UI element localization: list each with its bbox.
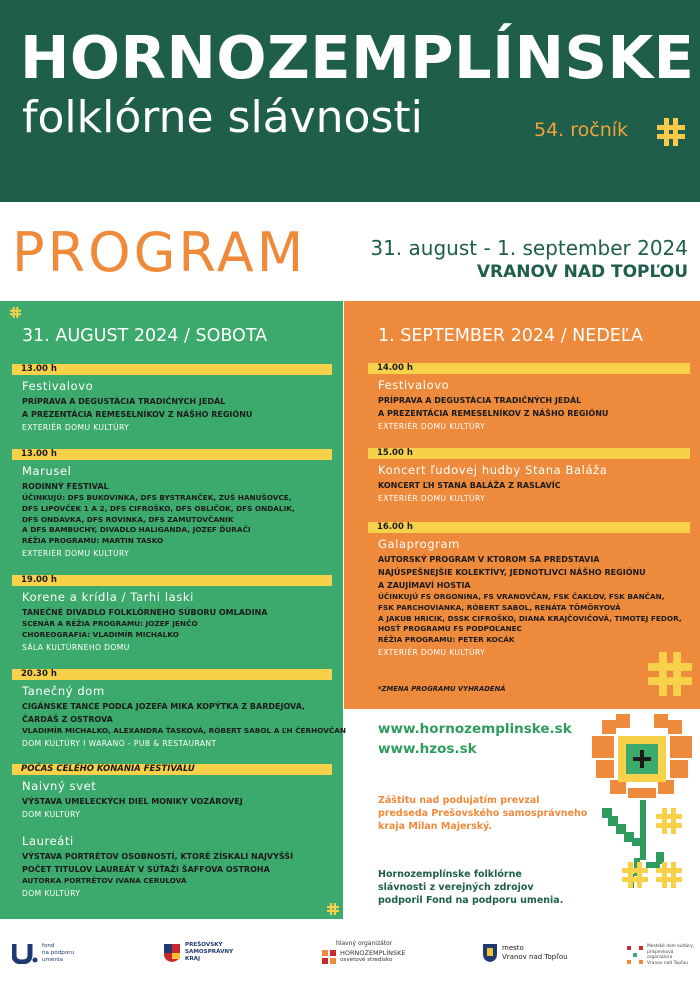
event-line: DFS ONDAVKA, DFS ROVINKA, DFS ZAMUTOVČANIK xyxy=(22,514,234,524)
logo-text: príspevková organizácia xyxy=(646,949,674,961)
event-line: AUTORKA PORTRÉTOV IVANA CERULOVÁ xyxy=(22,876,187,885)
main-organizer-label: hlavný organizátor xyxy=(336,940,393,947)
event-name: Naivný svet xyxy=(22,779,97,793)
event-time: 14.00 h xyxy=(368,363,690,374)
logo-text: mesto xyxy=(502,944,524,952)
event-venue: EXTERIÉR DOMU KULTÚRY xyxy=(378,494,486,503)
event-line: VÝSTAVA PORTRÉTOV OSOBNOSTÍ, KTORÉ ZÍSKALI NAJVYŠŠÍ xyxy=(22,852,294,861)
event-line: NAJÚSPEŠNEJŠIE KOLEKTÍVY, JEDNOTLIVCI NÁŠHO REGIÓNU xyxy=(378,568,646,577)
event-time: 13.00 h xyxy=(12,449,332,460)
city-crest-icon xyxy=(482,943,498,963)
event-name: Festivalovo xyxy=(22,379,94,393)
funding-line: slávnosti z verejných zdrojov xyxy=(378,882,534,893)
funding-line: Hornozemplínske folklórne xyxy=(378,869,522,880)
event-name: Tanečný dom xyxy=(22,684,105,698)
event-time: 15.00 h xyxy=(368,448,690,459)
event-line: DFS LIPOVČEK 1 A 2, DFS CIFROŠKO, DFS OBLIČOK, DFS ONDALIK, xyxy=(22,503,295,513)
event-name: Festivalovo xyxy=(378,378,450,392)
event-name: Laureáti xyxy=(22,834,74,848)
logo-text: na podporu xyxy=(42,949,75,956)
day1-whole-festival xyxy=(12,764,332,898)
event-venue: EXTERIÉR DOMU KULTÚRY xyxy=(378,647,486,657)
event-line: A ZAUJÍMAVÍ HOSTIA xyxy=(378,581,471,590)
logo-text: fond xyxy=(42,942,55,949)
day2-event-koncert xyxy=(368,448,690,503)
event-venue: DOM KULTÚRY I WARANO - PUB & RESTAURANT xyxy=(22,738,217,748)
logo-text: osvetové stredisko xyxy=(340,957,393,963)
event-line: RODINNÝ FESTIVAL xyxy=(22,482,109,491)
funding-line: podporil Fond na podporu umenia. xyxy=(378,895,564,906)
event-line: POČET TITULOV LAUREÁT V SÚŤAŽI ŠAFFOVA OSTROHA xyxy=(22,865,270,874)
event-line: KONCERT ĽH STANA BALÁŽA Z RASLAVÍC xyxy=(378,481,561,490)
event-line: SCENÁR A RÉŽIA PROGRAMU: JOZEF JENČO xyxy=(22,619,198,628)
event-venue: SÁLA KULTÚRNEHO DOMU xyxy=(22,642,130,652)
event-time: 13.00 h xyxy=(12,364,332,375)
small-hash-icon xyxy=(327,903,339,915)
day1-event-tanecny-dom xyxy=(12,669,347,748)
festival-subtitle: folklórne slávnosti xyxy=(22,92,423,143)
event-name: Korene a krídla / Tarhi laski xyxy=(22,590,194,604)
patronage-line: Záštitu nad podujatím prevzal xyxy=(378,795,540,806)
event-line: VÝSTAVA UMELECKÝCH DIEL MONIKY VOZÁROVEJ xyxy=(22,797,243,806)
folk-flower-illustration xyxy=(590,712,695,907)
event-line: A DFS BAMBUCHY, DIVADLO HALIGANDA, JOZEF ĎURAČI xyxy=(22,525,251,535)
logo-text: KRAJ xyxy=(185,956,201,962)
festival-place: VRANOV NAD TOPĽOU xyxy=(476,262,688,282)
event-line: PRÍPRAVA A DEGUSTÁCIA TRADIČNÝCH JEDÁL xyxy=(22,397,226,406)
edition-label: 54. ročník xyxy=(534,119,629,141)
event-line: PRÍPRAVA A DEGUSTÁCIA TRADIČNÝCH JEDÁL xyxy=(378,396,582,405)
festival-dates: 31. august - 1. september 2024 xyxy=(370,236,688,260)
logo-text: umenia xyxy=(42,956,63,963)
day1-event-marusel xyxy=(12,449,332,558)
event-name: Galaprogram xyxy=(378,537,460,551)
event-venue: EXTERIÉR DOMU KULTÚRY xyxy=(22,423,130,432)
day1-title: 31. AUGUST 2024 / SOBOTA xyxy=(22,326,268,346)
event-line: ČARDÁŠ Z OSTROVA xyxy=(22,715,113,724)
logo-text: HORNOZEMPLÍNSKE xyxy=(340,949,406,957)
logo-text: Mestské dom kultúry, xyxy=(646,944,695,949)
event-line: RÉŽIA PROGRAMU: PETER KOCÁK xyxy=(378,635,515,645)
day2-event-galaprogram xyxy=(368,522,690,657)
event-name: Koncert ľudovej hudby Stana Baláža xyxy=(378,463,608,477)
day2-title: 1. SEPTEMBER 2024 / NEDEĽA xyxy=(378,326,643,346)
header-banner xyxy=(0,0,700,202)
program-title: PROGRAM xyxy=(12,221,307,284)
culture-house-logo xyxy=(627,944,700,966)
event-time: POČAS CELÉHO KONANIA FESTIVALU xyxy=(12,764,332,775)
patronage-text xyxy=(378,794,587,833)
event-line: HOSŤ PROGRAMU FS PODPOĽANEC xyxy=(378,624,522,634)
hos-logo xyxy=(322,950,405,964)
logo-text: Vranov nad Topľou xyxy=(502,953,568,961)
event-line: A PREZENTÁCIA REMESELNÍKOV Z NÁŠHO REGIÓNU xyxy=(22,410,253,419)
event-venue: DOM KULTÚRY xyxy=(22,810,81,819)
program-change-note: *ZMENA PROGRAMU VYHRADENÁ xyxy=(378,685,506,693)
event-line: TANEČNÉ DIVADLO FOLKLÓRNEHO SÚBORU OMLADINA xyxy=(22,608,268,617)
event-line: ÚČINKUJÚ: DFS BUKOVINKA, DFS BYSTRANČEK, ZUŠ HANUŠOVCE, xyxy=(22,493,292,502)
event-time: 20.30 h xyxy=(12,669,332,680)
event-venue: DOM KULTÚRY xyxy=(22,888,81,898)
fpu-logo xyxy=(12,942,74,964)
psk-logo xyxy=(163,942,233,963)
event-name: Marusel xyxy=(22,464,72,478)
event-line: CHOREOGRAFIA: VLADIMÍR MICHALKO xyxy=(22,629,179,639)
event-time: 19.00 h xyxy=(12,575,332,586)
event-line: A JAKUB HRICIK, DSSK CIFROŠKO, DIANA KRAJČOVIČOVÁ, TIMOTEJ FEDOR, xyxy=(378,613,682,623)
patronage-line: kraja Milan Majerský. xyxy=(378,821,492,832)
hos-mark-icon xyxy=(322,950,336,964)
logo-text: SAMOSPRÁVNY xyxy=(185,949,234,955)
small-hash-icon xyxy=(10,307,21,318)
day1-event-korene xyxy=(12,575,332,652)
culture-dots-icon xyxy=(627,946,643,964)
fpu-u-icon xyxy=(12,942,38,964)
event-line: CIGÁNSKE TANCE PODĽA JOZEFA MIKA KOPÝTKA Z BARDEJOVA, xyxy=(22,702,306,711)
event-venue: EXTERIÉR DOMU KULTÚRY xyxy=(378,422,486,431)
event-line: A PREZENTÁCIA REMESELNÍKOV Z NÁŠHO REGIÓNU xyxy=(378,409,609,418)
city-logo xyxy=(482,943,568,963)
day2-event-festivalovo xyxy=(368,363,690,431)
event-line: AUTORSKÝ PROGRAM V KTOROM SA PREDSTAVIA xyxy=(378,555,600,564)
event-line: FSK PARCHOVIANKA, RÓBERT SABOL, RENÁTA TÖMÖRYOVÁ xyxy=(378,602,621,612)
festival-title: HORNOZEMPLÍNSKE xyxy=(20,23,695,92)
event-time: 16.00 h xyxy=(368,522,690,533)
logo-text: PREŠOVSKÝ xyxy=(185,942,223,948)
event-line: RÉŽIA PROGRAMU: MARTIN TASKO xyxy=(22,536,164,546)
event-line: VLADIMÍR MICHALKO, ALEXANDRA ŤASKOVÁ, RÓBERT SABOL A ĽH ČERHOVČAN xyxy=(22,726,347,735)
website-link-short[interactable]: www.hzos.sk xyxy=(378,741,477,757)
day1-event-festivalovo xyxy=(12,364,332,432)
psk-crest-icon xyxy=(163,943,181,963)
funding-text xyxy=(378,868,563,907)
website-link[interactable]: www.hornozemplinske.sk xyxy=(378,721,572,737)
event-venue: EXTERIÉR DOMU KULTÚRY xyxy=(22,548,130,558)
logo-text: Vranov nad Topľou xyxy=(646,960,689,966)
folk-hash-icon xyxy=(648,652,692,696)
folk-hash-icon xyxy=(657,118,685,146)
patronage-line: predseda Prešovského samosprávneho xyxy=(378,808,588,819)
event-line: ÚČINKUJÚ FS ORGONINA, FS VRANOVČAN, FSK ČAKLOV, FSK BANČAN, xyxy=(378,592,665,601)
